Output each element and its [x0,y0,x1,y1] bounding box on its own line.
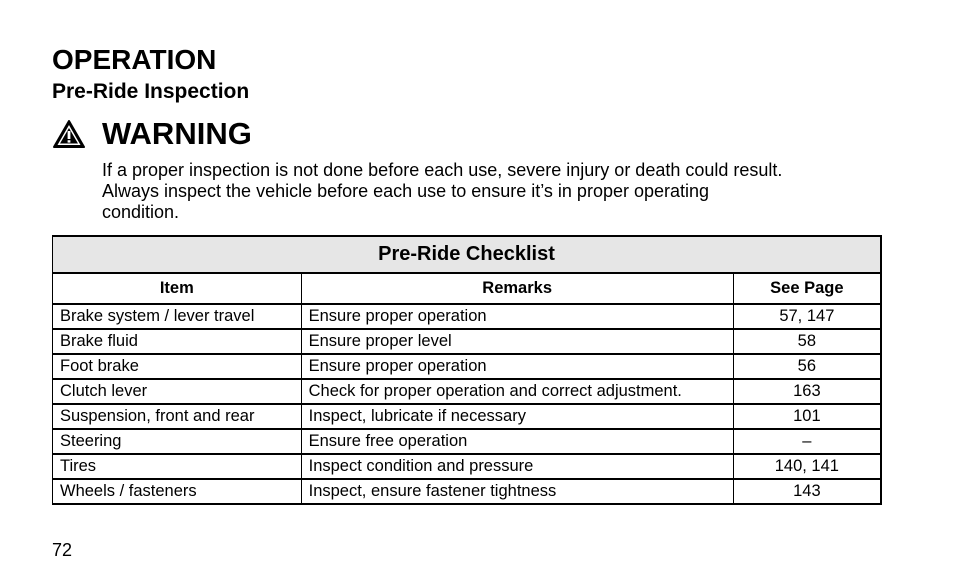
cell-remarks: Inspect, lubricate if necessary [301,404,733,429]
cell-see-page: 143 [733,479,881,504]
table-row [53,329,882,354]
cell-see-page: 58 [733,329,881,354]
cell-item: Foot brake [53,354,302,379]
warning-line: Always inspect the vehicle before each use to ensure it’s in proper operating [102,181,710,201]
cell-remarks: Ensure free operation [301,429,733,454]
table-row [53,454,882,479]
cell-item: Steering [53,429,302,454]
cell-remarks: Inspect, ensure fastener tightness [301,479,733,504]
cell-item: Brake fluid [53,329,302,354]
warning-line: condition. [102,202,180,222]
table-row [53,304,882,329]
cell-remarks: Inspect condition and pressure [301,454,733,479]
column-header-see-page: See Page [733,273,881,304]
cell-see-page: 101 [733,404,881,429]
table-row [53,479,882,504]
warning-triangle-icon [52,119,86,149]
warning-label: WARNING [102,116,252,151]
warning-line: If a proper inspection is not done before each use, severe injury or death could result. [102,160,783,180]
table-row [53,404,882,429]
column-header-remarks: Remarks [301,273,733,304]
section-title: OPERATION [52,44,217,75]
cell-see-page: 56 [733,354,881,379]
table-caption: Pre-Ride Checklist [53,236,882,273]
cell-remarks: Ensure proper operation [301,354,733,379]
cell-see-page: 163 [733,379,881,404]
cell-item: Clutch lever [53,379,302,404]
cell-item: Suspension, front and rear [53,404,302,429]
cell-item: Brake system / lever travel [53,304,302,329]
cell-remarks: Check for proper operation and correct adjustment. [301,379,733,404]
sub-title: Pre-Ride Inspection [52,80,250,103]
cell-remarks: Ensure proper operation [301,304,733,329]
cell-remarks: Ensure proper level [301,329,733,354]
table-row [53,354,882,379]
table-row [53,379,882,404]
page-number: 72 [52,540,73,560]
cell-item: Wheels / fasteners [53,479,302,504]
pre-ride-checklist-table [52,235,882,505]
warning-message [102,160,892,223]
cell-see-page: – [733,429,881,454]
table-row [53,429,882,454]
column-header-item: Item [53,273,302,304]
cell-item: Tires [53,454,302,479]
warning-heading [52,116,252,152]
cell-see-page: 140, 141 [733,454,881,479]
cell-see-page: 57, 147 [733,304,881,329]
